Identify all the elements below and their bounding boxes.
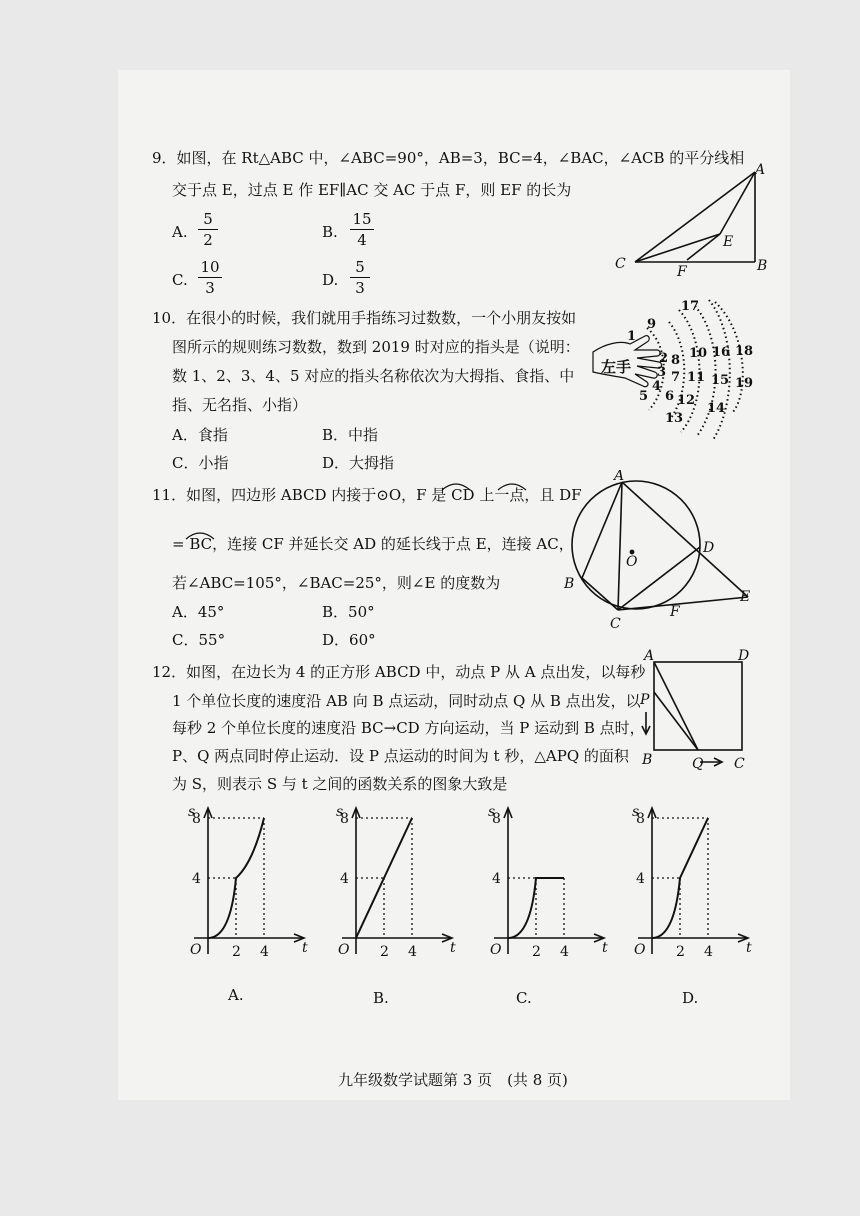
origin-label: O [190, 942, 202, 958]
label-e: E [723, 234, 734, 250]
q10-line2: 图所示的规则练习数数，数到 2019 时对应的指头是（说明： [172, 338, 580, 356]
q11-option-b: B．50° [322, 603, 375, 621]
q9-option-c-letter: C. [172, 271, 188, 289]
y-tick-4: 4 [192, 871, 201, 887]
q11-line2: = BC，连接 CF 并延长交 AD 的延长线于点 E，连接 AC， [172, 535, 574, 553]
y-tick-8: 8 [492, 811, 501, 827]
num-10: 10 [689, 346, 708, 361]
label-d: D [738, 648, 750, 664]
label-a: A [614, 470, 625, 484]
graph-a-caption: A. [228, 986, 244, 1004]
q9-option-a-fraction: 5 2 [198, 210, 218, 249]
q10-option-a: A．食指 [172, 426, 228, 444]
num-2: 2 [659, 351, 669, 366]
num-3: 3 [657, 365, 667, 380]
graph-b-caption: B. [373, 989, 389, 1007]
x-tick-2: 2 [232, 944, 241, 960]
q11-circle-figure [560, 470, 760, 630]
num-13: 13 [665, 411, 684, 426]
q10-line3: 数 1、2、3、4、5 对应的指头名称依次为大拇指、食指、中 [172, 367, 575, 385]
q9-option-d-letter: D. [322, 271, 339, 289]
y-tick-8: 8 [340, 811, 349, 827]
q11-option-c: C．55° [172, 631, 226, 649]
num-5: 5 [639, 389, 649, 404]
q12-line4: P、Q 两点同时停止运动．设 P 点运动的时间为 t 秒，△APQ 的面积 [172, 747, 629, 765]
label-e: E [740, 589, 751, 605]
q10-option-b: B．中指 [322, 426, 379, 444]
label-f: F [677, 264, 687, 280]
label-a: A [755, 162, 766, 178]
s-axis-label: s [488, 804, 496, 820]
y-tick-8: 8 [636, 811, 645, 827]
x-tick-4: 4 [408, 944, 417, 960]
q10-option-d: D．大拇指 [322, 454, 395, 472]
q10-line1: 10．在很小的时候，我们就用手指练习过数数，一个小朋友按如 [152, 309, 577, 327]
label-f: F [670, 604, 680, 620]
origin-label: O [338, 942, 350, 958]
graph-d [624, 798, 754, 968]
num-4: 4 [652, 379, 662, 394]
q10-option-c: C．小指 [172, 454, 229, 472]
num-14: 14 [707, 401, 726, 416]
y-tick-4: 4 [492, 871, 501, 887]
num-18: 18 [735, 344, 754, 359]
graph-b [328, 798, 458, 968]
label-c: C [610, 616, 621, 630]
graph-c [480, 798, 610, 968]
y-tick-4: 4 [340, 871, 349, 887]
q9-option-b-letter: B. [322, 223, 338, 241]
q11-arc-marks-line1 [440, 478, 530, 492]
num-16: 16 [712, 345, 731, 360]
origin-label: O [490, 942, 502, 958]
label-d: D [703, 540, 715, 556]
q10-line4: 指、无名指、小指） [172, 396, 308, 414]
q11-line3: 若∠ABC=105°，∠BAC=25°，则∠E 的度数为 [172, 574, 501, 592]
label-o: O [626, 554, 638, 570]
num-12: 12 [677, 393, 696, 408]
q9-option-c-fraction: 10 3 [198, 258, 222, 297]
q9-line2: 交于点 E，过点 E 作 EF∥AC 交 AC 于点 F，则 EF 的长为 [172, 181, 572, 199]
q11-arc-mark-line2 [184, 527, 218, 541]
x-tick-2: 2 [676, 944, 685, 960]
s-axis-label: s [336, 804, 344, 820]
label-c: C [615, 256, 626, 272]
num-9: 9 [647, 317, 657, 332]
s-axis-label: s [188, 804, 196, 820]
num-11: 11 [687, 370, 706, 385]
q9-option-b-fraction: 15 4 [350, 210, 374, 249]
y-tick-8: 8 [192, 811, 201, 827]
q12-square-figure [640, 644, 770, 774]
q9-line1: 9．如图，在 Rt△ABC 中，∠ABC=90°，AB=3，BC=4，∠BAC，∠ACB 的平分线相 [152, 149, 745, 167]
t-axis-label: t [602, 940, 608, 956]
num-1: 1 [627, 329, 637, 344]
graph-c-caption: C. [516, 989, 532, 1007]
hand-label: 左手 [601, 358, 632, 376]
label-p: P [640, 692, 650, 708]
num-6: 6 [665, 389, 675, 404]
num-15: 15 [711, 373, 730, 388]
q12-line2: 1 个单位长度的速度沿 AB 向 B 点运动，同时动点 Q 从 B 点出发，以 [172, 692, 641, 710]
graph-a [180, 798, 310, 968]
num-19: 19 [735, 376, 754, 391]
label-c: C [734, 756, 745, 772]
origin-label: O [634, 942, 646, 958]
q12-line5: 为 S，则表示 S 与 t 之间的函数关系的图象大致是 [172, 775, 508, 793]
t-axis-label: t [450, 940, 456, 956]
x-tick-4: 4 [560, 944, 569, 960]
q11-line1: 11．如图，四边形 ABCD 内接于⊙O，F 是 CD 上一点，且 DF [152, 486, 582, 504]
q12-line1: 12．如图，在边长为 4 的正方形 ABCD 中，动点 P 从 A 点出发，以每秒 [152, 663, 646, 681]
label-b: B [757, 258, 768, 274]
s-axis-label: s [632, 804, 640, 820]
t-axis-label: t [746, 940, 752, 956]
x-tick-2: 2 [380, 944, 389, 960]
t-axis-label: t [302, 940, 308, 956]
num-7: 7 [671, 370, 681, 385]
graph-d-caption: D. [682, 989, 699, 1007]
q11-option-a: A．45° [172, 603, 225, 621]
x-tick-2: 2 [532, 944, 541, 960]
label-b: B [642, 752, 653, 768]
x-tick-4: 4 [260, 944, 269, 960]
label-a: A [644, 648, 655, 664]
q9-triangle-figure [605, 160, 780, 280]
q12-line3: 每秒 2 个单位长度的速度沿 BC→CD 方向运动，当 P 运动到 B 点时， [172, 719, 645, 737]
num-17: 17 [681, 299, 700, 314]
label-q: Q [692, 756, 704, 772]
q9-option-a-letter: A. [172, 223, 188, 241]
q10-hand-figure [585, 292, 785, 442]
num-8: 8 [671, 353, 681, 368]
label-b: B [564, 576, 575, 592]
x-tick-4: 4 [704, 944, 713, 960]
q9-option-d-fraction: 5 3 [350, 258, 370, 297]
q11-option-d: D．60° [322, 631, 376, 649]
page-footer: 九年级数学试题第 3 页 (共 8 页) [338, 1071, 568, 1089]
y-tick-4: 4 [636, 871, 645, 887]
